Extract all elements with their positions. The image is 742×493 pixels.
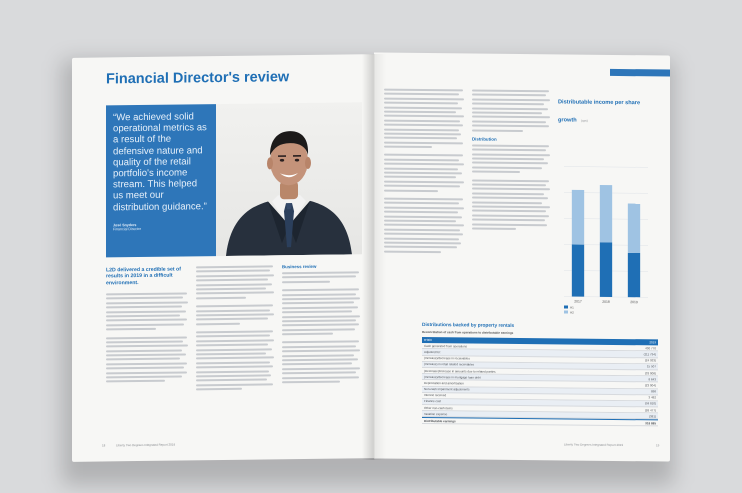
table-row-label: Non-cash impairment adjustments [424,387,470,392]
legend-swatch [564,310,568,313]
legend-label: H1 [570,305,574,310]
text-column-4 [384,89,466,256]
table-row-label: Depreciation and amortisation [424,380,464,386]
bar-2018-H2 [600,185,612,242]
legend-swatch [564,305,568,308]
quote-role: Financial Director [113,226,141,232]
table-row-value: 8 643 [648,377,656,382]
portrait-illustration [216,102,362,256]
page-title: Financial Director's review [106,69,290,88]
table-row-label: (Increase)/decrease in receivables [424,356,470,361]
table-row-value: 898 [650,389,656,394]
text-column-3 [282,264,362,385]
table-subtitle: Reconciliation of cash from operations to distributable earnings [422,329,514,335]
table-row-label: Cash generated from operations [424,343,468,349]
lead-paragraph: L2D delivered a credible set of results in 2019 in a difficult environment. [106,266,181,287]
table-header-value: 2019 [649,340,656,345]
table-row-label: Interest received [424,393,447,398]
bar-2017-H1 [572,245,584,297]
grid-line [564,166,648,167]
legend-label: H2 [570,310,574,315]
table-row-value: (381) [648,414,656,419]
table-row-label: Taxation expense [424,411,448,417]
table-row-value: 318 885 [645,420,656,425]
bar-2018-H1 [600,242,612,297]
bar-2019-H1 [628,253,640,297]
table-row-label: Finance cost [424,399,442,404]
table-row-value: 15 507 [646,364,656,369]
chart-subtitle: (cps) [581,118,588,123]
table-row-value: (111 794) [643,352,656,357]
right-page [374,52,670,461]
table-row-value: 3 482 [648,395,656,400]
bar-2019-H2 [628,204,640,254]
table-row-label: Distributable earnings [424,418,456,423]
table-row-label: Other non-cash items [424,405,453,410]
text-column-2 [196,265,276,393]
table-header-label: R'000 [424,338,432,343]
table-row-label: (Decrease)/increase in amounts due to related parties [424,368,496,374]
table-row-value: (26 477) [644,407,656,413]
quote-name: José Snyders [113,222,137,228]
table-row-value: (24 933) [644,358,656,363]
bar-2017-H2 [572,190,584,245]
table-row-label: Adjusted for: [424,349,441,355]
table-row-value: 430 770 [645,346,656,351]
distribution-heading: Distribution [472,136,497,142]
distribution-chart [558,90,658,323]
table-title: Distributions backed by property rentals [422,322,515,329]
footer-left: Liberty Two Degrees Integrated Report 2019 [116,442,176,448]
footer-right: Liberty Two Degrees Integrated Report 2019 [564,442,624,448]
x-tick-label: 2019 [630,300,638,305]
quote-box [106,104,216,257]
text-column-5 [472,89,552,232]
page-number-right: 19 [656,443,660,448]
chart-plot [558,126,658,317]
table-row [422,417,658,426]
table-row-label: (Increase) in retail related receivables [424,362,475,367]
table-row-value: (59 810) [644,401,656,406]
reconciliation-table [422,323,658,426]
book-gutter [362,54,386,460]
section-tab [610,69,670,77]
table-row-value: (23 004) [644,383,656,388]
x-tick-label: 2018 [602,299,610,304]
table-row-label: (Increase)/decrease in mortgage loan debt [424,374,481,380]
text-column-1 [106,292,190,385]
pull-quote: “We achieved solid operational metrics as a result of the defensive nature and quality of the retail portfolio's income stream. This helped us meet our distribution guidance.” [113,111,207,213]
page-number-left: 18 [102,443,106,448]
table-row-value: (33 008) [644,370,656,375]
portrait-photo [216,102,362,256]
x-tick-label: 2017 [574,299,582,304]
chart-title: Distributable income per share growth [558,99,641,124]
left-page [72,54,374,462]
business-review-heading: Business review [282,263,317,270]
